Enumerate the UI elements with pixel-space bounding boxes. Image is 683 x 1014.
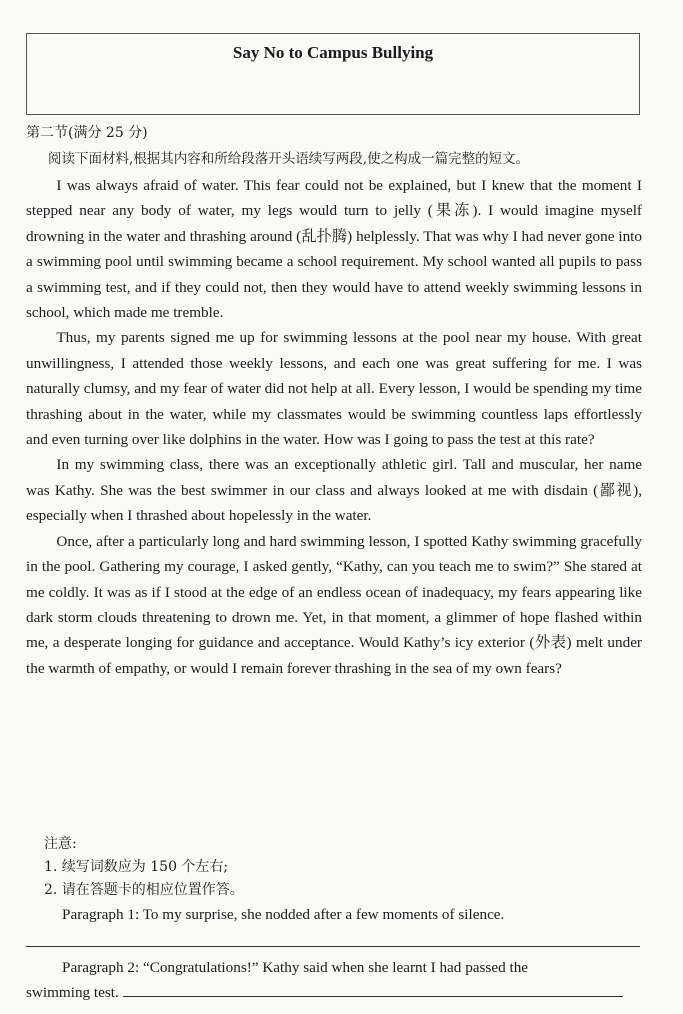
passage-paragraph: Thus, my parents signed me up for swimming lessons at the pool near my house. With great unwillingness, I attended those weekly lessons, and each one was great suffering for me. I was naturally clumsy, and my fear of water did not help at all. Every lesson, I would be spending my time thrashing about in the water, while my classmates would be swimming countless laps effortlessly and even turning over like dolphins in the water. How was I going to pass the test at this rate? (26, 329, 642, 449)
paragraph2-line1: Paragraph 2: “Congratulations!” Kathy said when she learnt I had passed the (62, 959, 529, 976)
page-title: Say No to Campus Bullying (232, 43, 434, 62)
instruction-text: 阅读下面材料,根据其内容和所给段落开头语续写两段,使之构成一篇完整的短文。 (48, 151, 530, 167)
title-box (26, 33, 640, 115)
notes-item: 1. 续写词数应为 150 个左右; (44, 859, 229, 875)
paragraph1-prompt: Paragraph 1: To my surprise, she nodded after a few moments of silence. (62, 906, 505, 923)
passage-paragraph: Once, after a particularly long and hard swimming lesson, I spotted Kathy swimming gracefully in the pool. Gathering my courage, I asked gently, “Kathy, can you teach me to swim?” She stared at me coldly. It was as if I stood at the edge of an endless ocean of inadequacy, my fears appearing like dark storm clouds threatening to drown me. Yet, in that moment, a glimmer of hope flashed within me, a desperate longing for guidance and acceptance. Would Kathy’s icy exterior (外表) melt under the warmth of empathy, or would I remain forever thrashing in the sea of my own fears? (26, 532, 642, 677)
answer-blank[interactable] (123, 995, 623, 997)
notes-item: 2. 请在答题卡的相应位置作答。 (44, 882, 244, 898)
notes-heading: 注意: (44, 836, 77, 852)
passage-paragraph: I was always afraid of water. This fear could not be explained, but I knew that the moment I stepped near any body of water, my legs would turn to jelly (果冻). I would imagine myself drowning in the water and thrashing around (乱扑腾) helplessly. That was why I had never gone into a swimming pool until swimming became a school requirement. My school wanted all pupils to pass a swimming test, and if they could not, then they would have to attend weekly swimming lessons in school, which made me tremble. (26, 177, 642, 322)
paragraph2-prompt (26, 955, 642, 1005)
passage (26, 173, 642, 681)
answer-line[interactable] (26, 946, 640, 947)
section-heading: 第二节(满分 25 分) (26, 125, 148, 141)
passage-paragraph: In my swimming class, there was an exceptionally athletic girl. Tall and muscular, her name was Kathy. She was the best swimmer in our class and always looked at me with disdain (鄙视), especially when I thrashed about hopelessly in the water. (26, 456, 642, 525)
paragraph2-line2: swimming test. (26, 984, 119, 1001)
paragraph2-line2-row (26, 980, 642, 1005)
notes (44, 833, 244, 902)
